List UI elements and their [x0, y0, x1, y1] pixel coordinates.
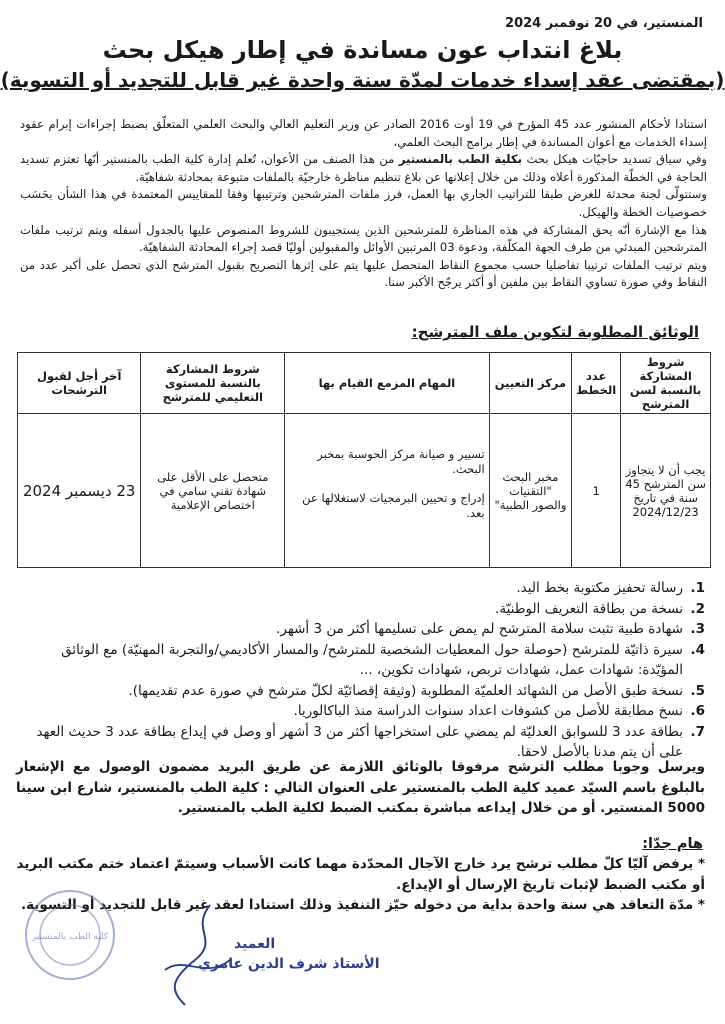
- table-cell-center: مخبر البحث "التقنيات والصور الطبية": [489, 414, 571, 568]
- intro-paragraph: [20, 151, 707, 186]
- documents-list: [20, 578, 705, 763]
- document-date: المنستير، في 20 نوفمبر 2024: [505, 16, 703, 31]
- warnings-heading: هام جدّا:: [642, 836, 703, 852]
- item-text: نسخة من بطاقة التعريف الوطنيّة.: [495, 600, 683, 617]
- signature: [150, 900, 240, 1010]
- document-subtitle: (بمقتضى عقد إسداء خدمات لمدّة سنة واحدة غير قابل للتجديد أو التسوية): [0, 68, 725, 92]
- dean-title: العميد: [234, 936, 276, 952]
- intro-section: [20, 116, 707, 292]
- warning-item: * مدّة التعاقد هي سنة واحدة بداية من دخوله حيّز التنفيذ وذلك استنادا لعقد غير قابل للتجديد أو التسوية.: [20, 897, 705, 913]
- list-item: [20, 681, 705, 702]
- intro-text: من هذا الصنف من الأعوان، تُعلم إدارة كلية الطب بالمنستير أنّها تعتزم تسديد الحاجة في الخطّة المذكورة أعلاه وذلك من خلال إعلانها عن بلاغ تنظيم مناظرة خارجيّة بالملفات متبوعة بمحادثة شفاهيّة.: [20, 152, 707, 184]
- table-cell-education: متحصل على الأقل على شهادة تقني سامي في اختصاص الإعلامية: [141, 414, 285, 568]
- list-item: [20, 619, 705, 640]
- item-text: نسخ مطابقة للأصل من كشوفات اعداد سنوات الدراسة منذ الباكالوريا.: [293, 703, 683, 719]
- intro-emphasis: بكلية الطب بالمنستير: [398, 152, 522, 167]
- table-cell-age: يجب أن لا يتجاوز سن المترشح 45 سنة في تاريخ 2024/12/23: [621, 414, 711, 568]
- document-title: بلاغ انتداب عون مساندة في إطار هيكل بحث: [102, 36, 623, 64]
- item-number: 2.: [690, 600, 705, 617]
- intro-paragraph: ويتم ترتيب الملفات ترتيبا تفاضليا حسب مجموع النقاط المتحصل عليها يتم على إثرها التصريح بقبول المترشح الذي تحصل على أكبر عدد من النقاط وفي صورة تساوي النقاط بين ملفين أو أكثر يرجّح الأكبر سنا.: [20, 257, 707, 290]
- list-item: [20, 640, 705, 681]
- item-number: 6.: [690, 703, 705, 719]
- table-header-row: [18, 353, 711, 414]
- official-stamp: [10, 885, 130, 985]
- intro-paragraph: وستتولّى لجنة محدثة للغرض طبقا للتراتيب الجاري بها العمل، فرز ملفات المترشحين وترتيبها وفقا للمقاييس المعتمدة في هذا الشأن بحَسَب خصوصيات الخطة والهيكل.: [20, 187, 707, 219]
- item-text: بطاقة عدد 3 للسوابق العدليّة لم يمضي على استخراجها أكثر من 3 أشهر أو وصل في إيداع بطاقة عدد 3 حديث العهد على أن يتم مدنا بالأصل لاحقا.: [36, 723, 683, 760]
- table-header: شروط المشاركة بالنسبة لسن المترشح: [621, 353, 711, 414]
- item-number: 1.: [690, 580, 705, 596]
- intro-text: وفي سياق تسديد حاجيّات هيكل بحث: [522, 152, 707, 167]
- item-number: 5.: [690, 682, 705, 699]
- table-header: آخر أجل لقبول الترشحات: [18, 353, 141, 414]
- item-number: 3.: [690, 621, 705, 637]
- task-item: تسيير و صيانة مركز الحوسبة بمخبر البحث.: [317, 446, 485, 476]
- conditions-table: [17, 352, 711, 568]
- table-cell-count: 1: [572, 414, 621, 568]
- item-text: سيرة ذاتيّة للمترشح (حوصلة حول المعطيات الشخصية للمترشح/ والمسار الأكاديمي/والتجربة المهنيّة) مع الوثائق المؤيّدة: شهادات عمل، شهادات تربص، شهادات تكوين، ...: [61, 641, 683, 678]
- item-number: 7.: [690, 723, 705, 740]
- intro-paragraph: استنادا لأحكام المنشور عدد 45 المؤرخ في 19 أوت 2016 الصادر عن وزير التعليم العالي والبحث العلمي المتعلّق بضبط إجراءات إبرام عقود إسداء الخدمات مع أعوان المساندة في إطار برامج البحث العلمي،: [20, 117, 707, 149]
- list-item: [20, 599, 705, 620]
- item-text: شهادة طبية تثبت سلامة المترشح لم يمض على تسليمها أكثر من 3 أشهر.: [276, 621, 683, 637]
- item-text: رسالة تحفيز مكتوبة بخط اليد.: [516, 580, 683, 596]
- stamp-text: كلية الطب بالمنستير: [31, 932, 109, 942]
- table-header: شروط المشاركة بالنسبة للمستوى التعليمي للمترشح: [141, 353, 285, 414]
- docs-heading: الوثائق المطلوبة لتكوين ملف المترشح:: [411, 323, 699, 341]
- table-header: مركز التعيين: [489, 353, 571, 414]
- item-text: نسخة طبق الأصل من الشهائد العلميّة المطلوبة (وثيقة إقصائيّة لكلّ مترشح في صورة عدم تقديمها).: [128, 682, 683, 699]
- table-cell-deadline: 23 ديسمبر 2024: [18, 414, 141, 568]
- table-cell-tasks: [285, 414, 490, 568]
- list-item: [20, 578, 705, 599]
- table-header: المهام المزمع القيام بها: [285, 353, 490, 414]
- submission-instructions: ويرسل وجوبا مطلب الترشح مرفوقا بالوثائق اللازمة عن طريق البريد مضمون الوصول مع الإشعار بالبلوغ باسم السيّد عميد كلية الطب بالمنستير على العنوان التالي : كلية الطب بالمنستير، شارع ابن سينا 5000 المنستير. أو من خلال إيداعه مباشرة بمكتب الضبط لكلية الطب بالمنستير.: [16, 759, 705, 816]
- warning-item: * يرفض آليّا كلّ مطلب ترشح يرد خارج الآجال المحدّدة مهما كانت الأسباب وسيتمّ اعتماد ختم مكتب البريد أو مكتب الضبط لإثبات تاريخ الإرسال أو الإيداع.: [16, 856, 705, 893]
- task-item: إدراج و تحيين البرمجيات لاستغلالها عن بعد.: [302, 490, 485, 520]
- list-item: [20, 701, 705, 722]
- table-row: [18, 414, 711, 568]
- dean-name: الأستاذ شرف الدين عامري: [198, 956, 380, 972]
- item-number: 4.: [690, 641, 705, 658]
- intro-paragraph: هذا مع الإشارة أنّه يحق المشاركة في هذه المناظرة للمترشحين الذين يستجيبون للشروط المنصوص عليها بالجدول أسفله ويتم ترتيب ملفات المترشحين المبدئي من طرف الجهة المكلّفة، ودعوة 03 المرتبين الأوائل والمقبولين أوليّا قصد إجراء المحادثة الشفاهيّة.: [20, 222, 707, 255]
- table-header: عدد الخطط: [572, 353, 621, 414]
